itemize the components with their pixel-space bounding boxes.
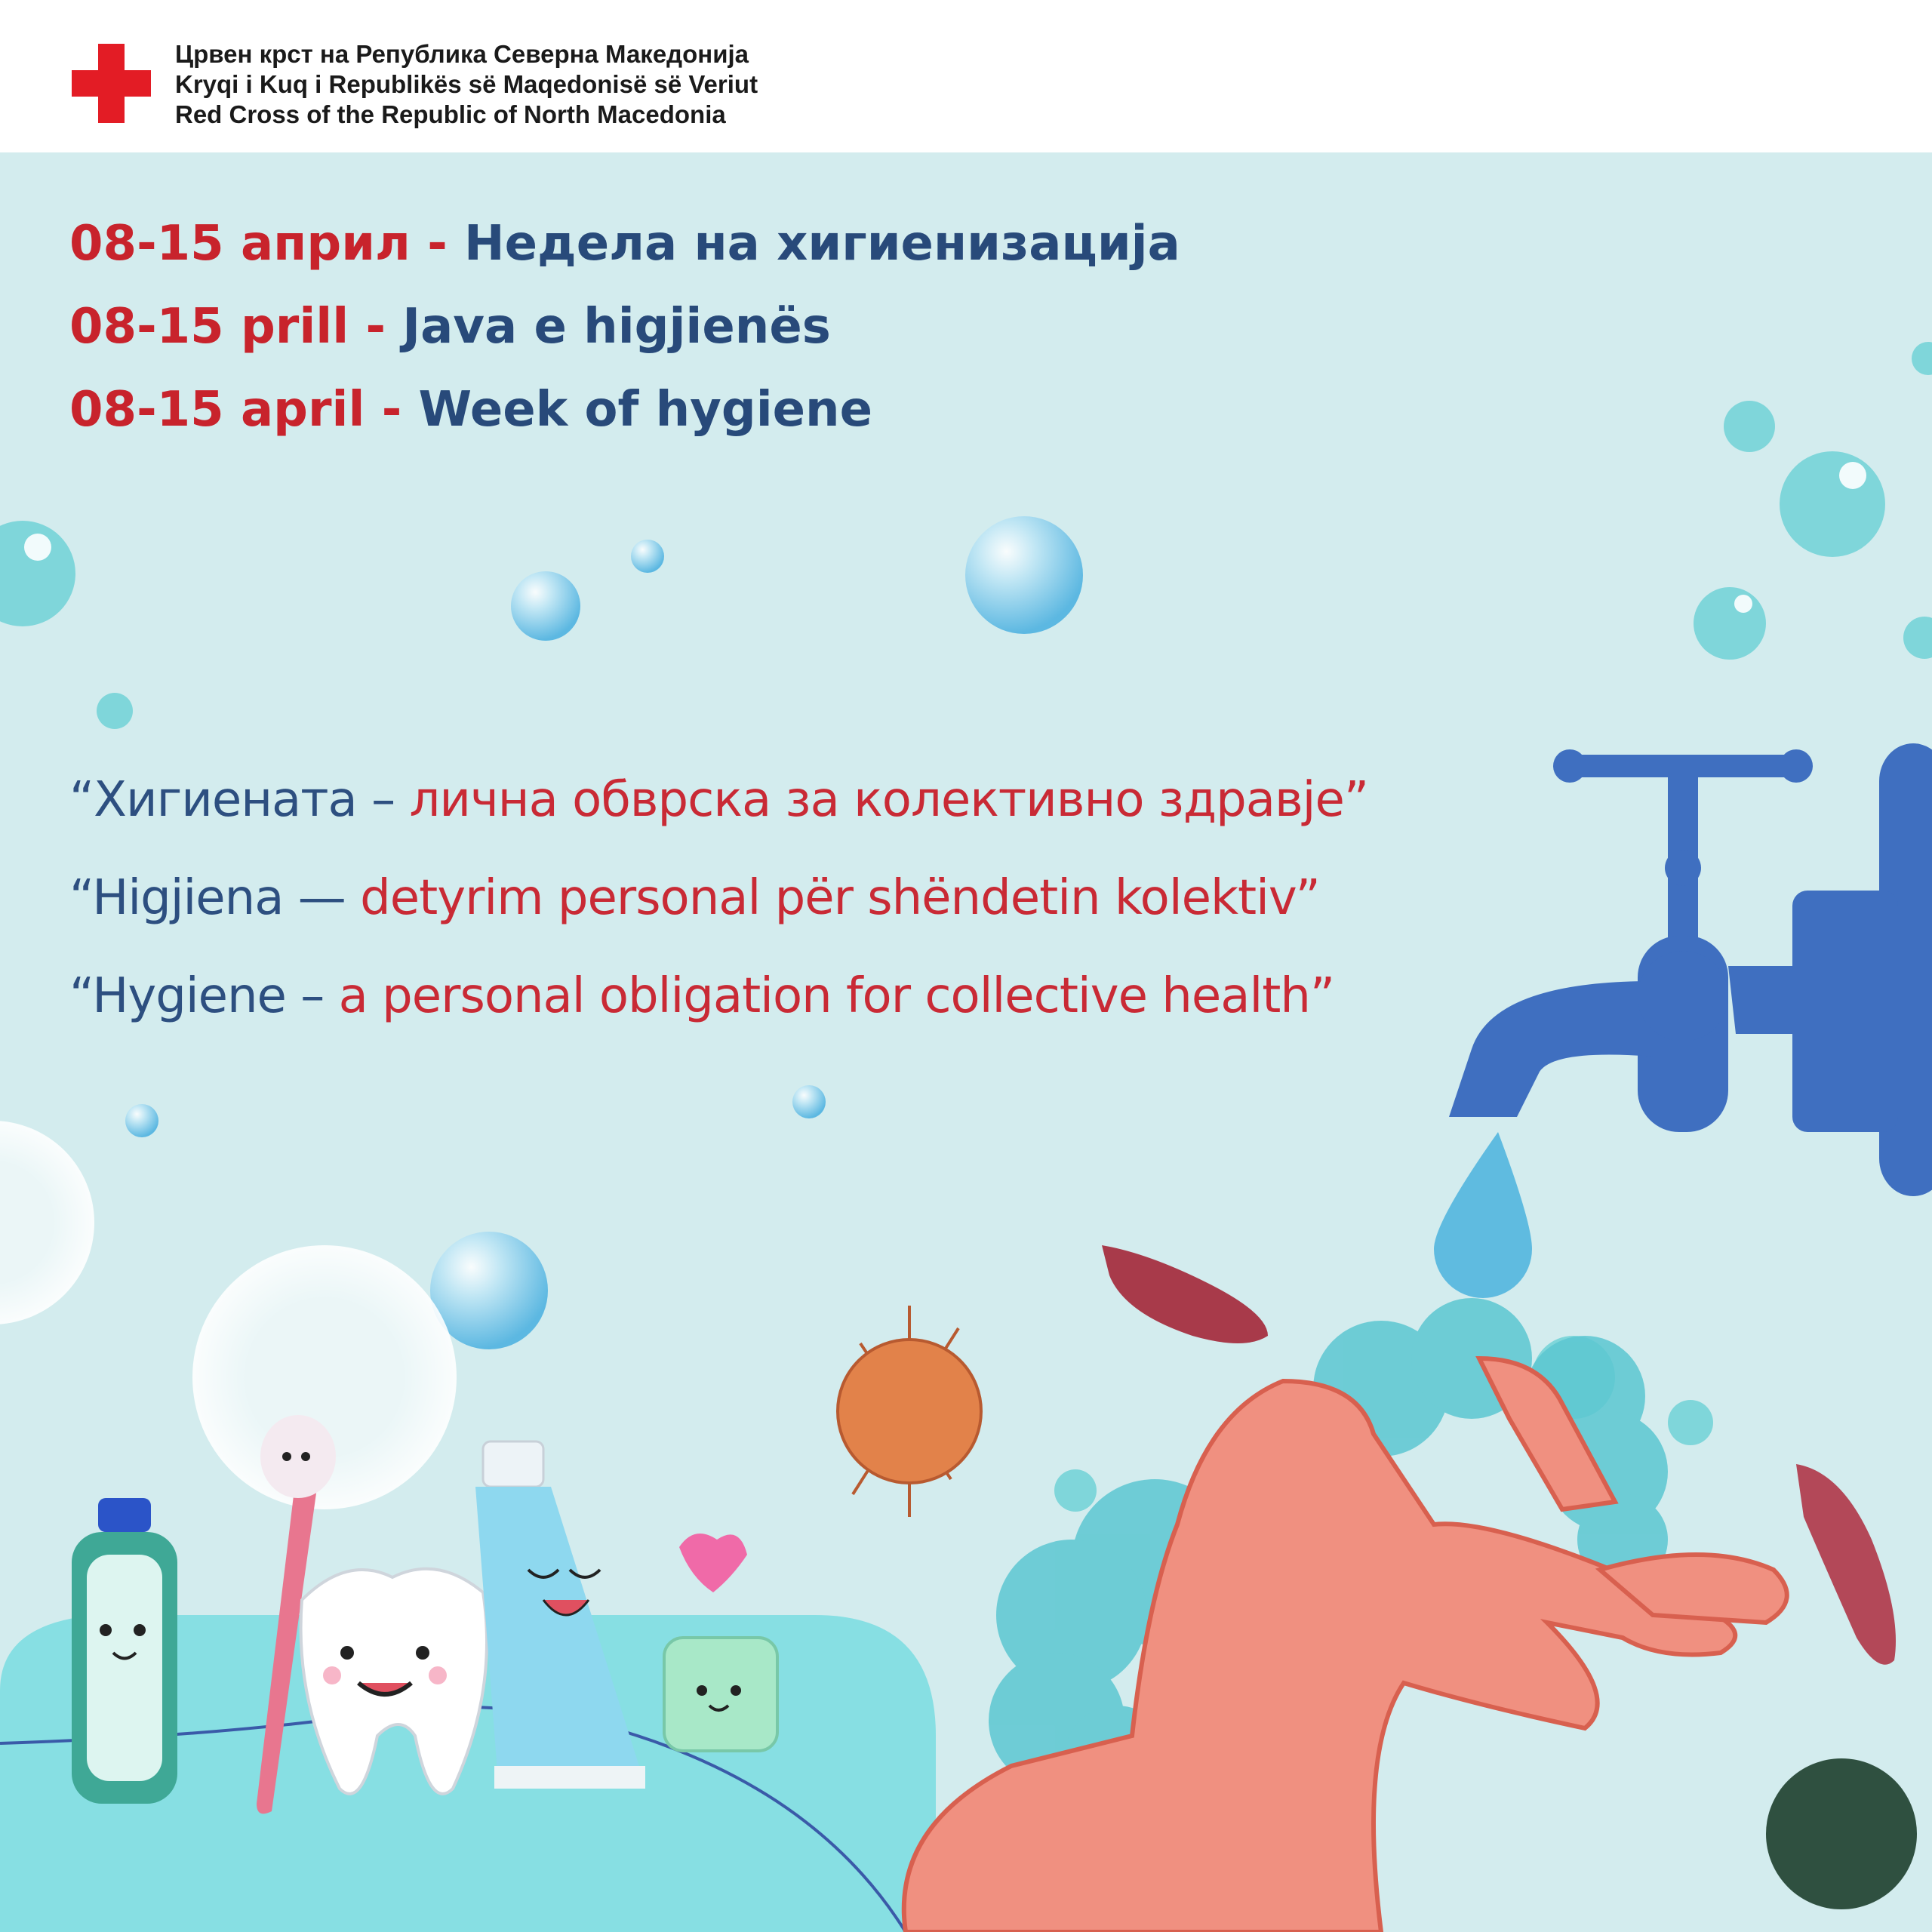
washing-hands	[904, 1358, 1787, 1932]
organization-name	[175, 39, 758, 130]
floss-character	[664, 1534, 777, 1751]
week-line-en	[69, 368, 1180, 451]
title-sq: Java e higjienës	[402, 299, 831, 355]
slogan-block	[69, 751, 1368, 1045]
tooth-character	[301, 1569, 487, 1794]
red-cross-logo	[72, 44, 151, 123]
slogan-en	[69, 947, 1368, 1045]
date-en: 08-15 april	[69, 382, 365, 438]
slogan-sq	[69, 849, 1368, 947]
org-name-sq: Kryqi i Kuq i Republikës së Maqedonisë së Veriut	[175, 70, 758, 98]
title-mk: Недела на хигиенизација	[464, 216, 1180, 272]
slogan-mk-part1: “Хигиената –	[69, 772, 410, 828]
org-name-en: Red Cross of the Republic of North Macedonia	[175, 100, 726, 128]
slogan-sq-part2: detyrim personal për shëndetin kolektiv”	[360, 870, 1320, 926]
date-mk: 08-15 април	[69, 216, 411, 272]
header-bar	[0, 0, 1932, 152]
week-of-hygiene-block	[69, 202, 1180, 451]
water-drop	[1434, 1132, 1532, 1298]
separator: -	[410, 216, 465, 272]
soap-foam	[989, 1298, 1668, 1811]
week-line-mk	[69, 202, 1180, 285]
org-name-mk: Црвен крст на Република Северна Македонија	[175, 40, 749, 68]
slogan-mk-part2: лична обврска за колективно здравје”	[409, 772, 1368, 828]
separator: -	[349, 299, 403, 355]
toothpaste-character	[475, 1441, 645, 1789]
slogan-sq-part1: “Higjiena —	[69, 870, 361, 926]
slogan-en-part1: “Hygiene –	[69, 968, 339, 1024]
faucet	[1449, 743, 1932, 1196]
date-sq: 08-15 prill	[69, 299, 349, 355]
week-line-sq	[69, 285, 1180, 368]
mouthwash-character	[72, 1498, 177, 1804]
title-en: Week of hygiene	[418, 382, 872, 438]
white-bubbles	[0, 1121, 457, 1509]
virus	[838, 1306, 981, 1517]
slogan-mk	[69, 751, 1368, 849]
toothbrush-character	[257, 1415, 336, 1814]
separator: -	[365, 382, 419, 438]
slogan-en-part2: a personal obligation for collective health”	[338, 968, 1335, 1024]
bacteria	[1102, 1245, 1917, 1909]
